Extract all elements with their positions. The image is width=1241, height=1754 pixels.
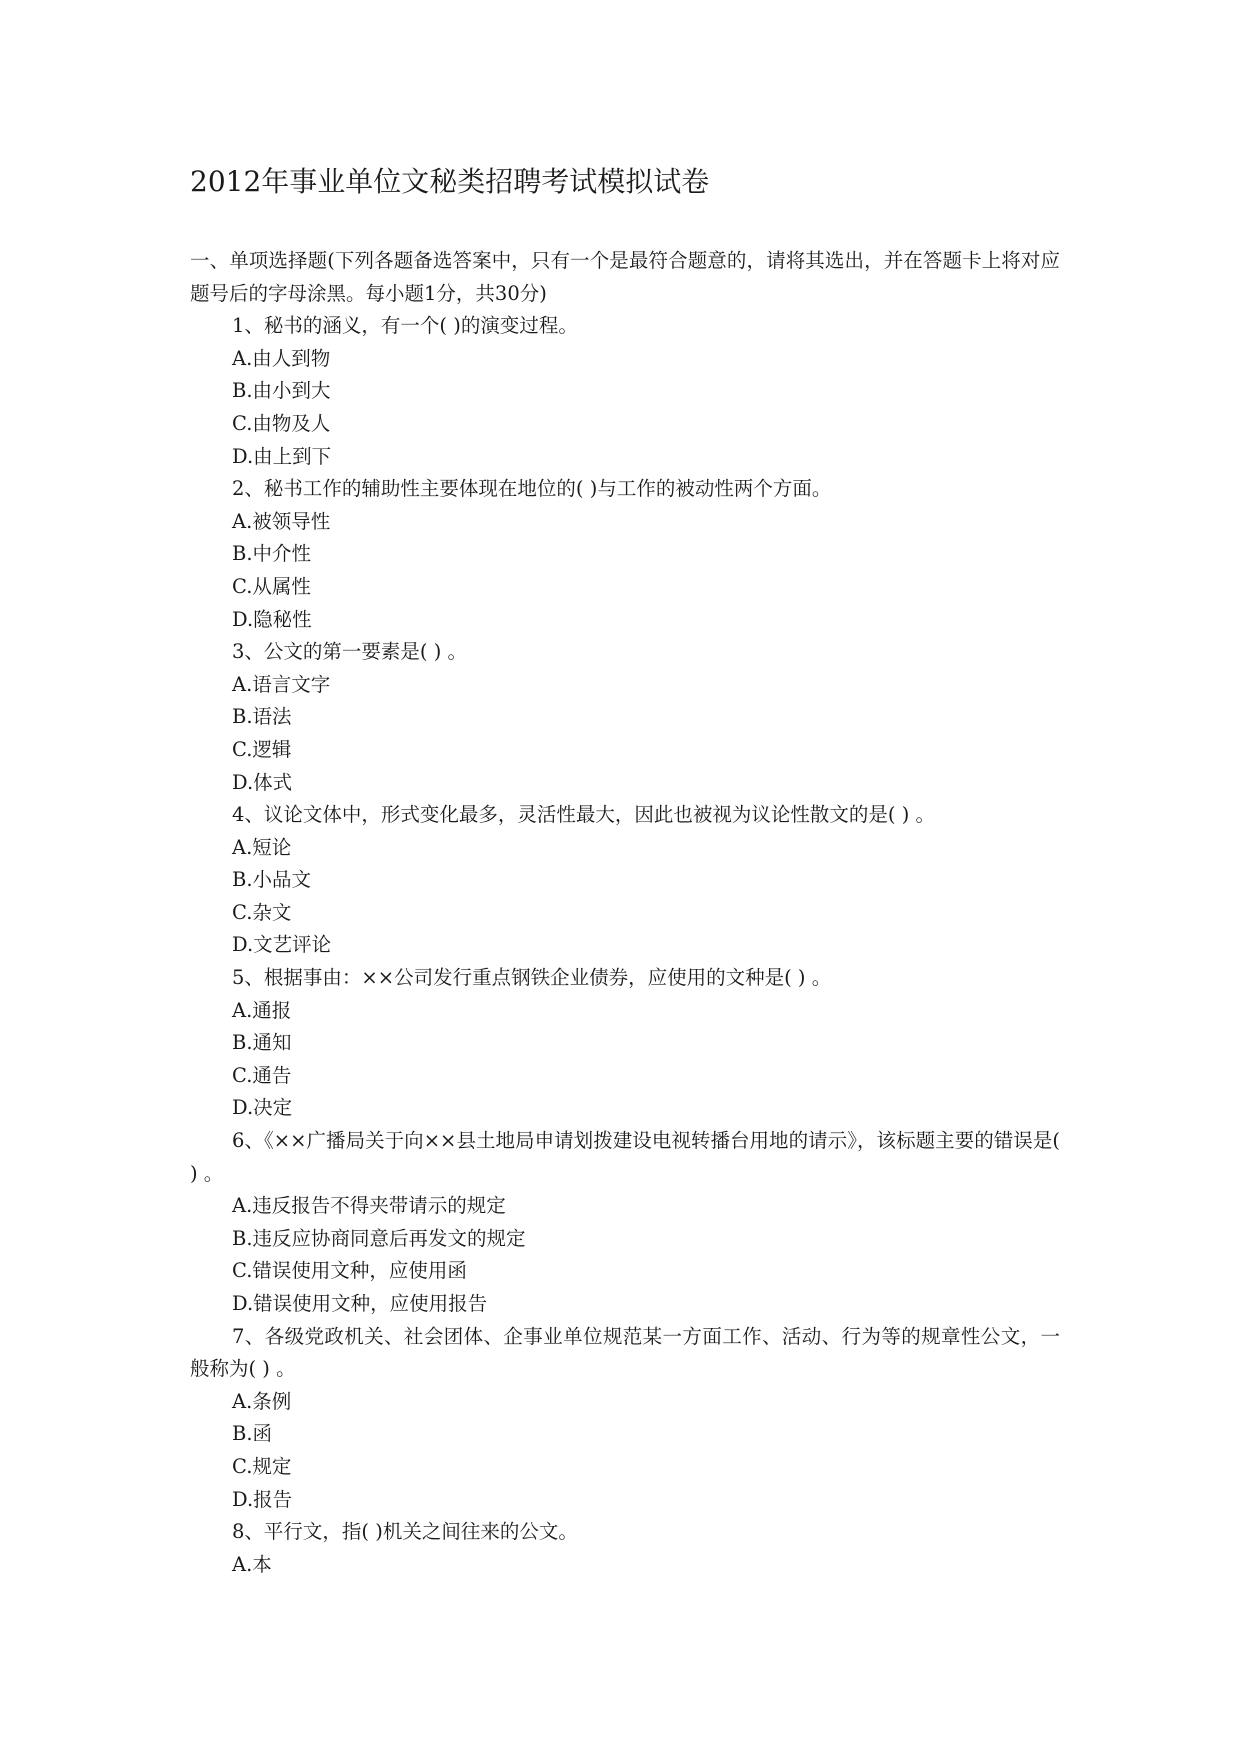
question-5: 5、根据事由：××公司发行重点钢铁企业债券，应使用的文种是( ) 。 [232, 966, 832, 990]
option-7a: A.条例 [232, 1389, 292, 1413]
option-3d: D.体式 [232, 770, 293, 794]
question-7: 7、各级党政机关、社会团体、企事业单位规范某一方面工作、活动、行为等的规章性公文，一般称为( ) 。 [190, 1324, 1060, 1381]
option-7b: B.函 [232, 1422, 273, 1446]
option-2c: C.从属性 [232, 574, 311, 598]
option-2b: B.中介性 [232, 542, 312, 566]
option-1d: D.由上到下 [232, 444, 332, 468]
option-5b: B.通知 [232, 1031, 292, 1055]
document-title: 2012年事业单位文秘类招聘考试模拟试卷 [190, 165, 710, 198]
option-1a: A.由人到物 [232, 346, 331, 370]
option-4c: C.杂文 [232, 900, 292, 924]
question-8: 8、平行文，指( )机关之间往来的公文。 [232, 1520, 578, 1544]
option-6a: A.违反报告不得夹带请示的规定 [232, 1194, 506, 1218]
option-2a: A.被领导性 [232, 509, 331, 533]
option-3c: C.逻辑 [232, 737, 292, 761]
option-3b: B.语法 [232, 705, 292, 729]
option-4d: D.文艺评论 [232, 933, 332, 957]
option-7d: D.报告 [232, 1487, 293, 1511]
question-3: 3、公文的第一要素是( ) 。 [232, 640, 468, 664]
section-intro: 一、单项选择题(下列各题备选答案中，只有一个是最符合题意的，请将其选出，并在答题卡上将对应题号后的字母涂黑。每小题1分，共30分) [190, 249, 1060, 305]
option-8a: A.本 [232, 1552, 272, 1576]
option-6c: C.错误使用文种，应使用函 [232, 1259, 467, 1283]
option-6b: B.违反应协商同意后再发文的规定 [232, 1226, 526, 1250]
document-body [190, 245, 1060, 1581]
option-3a: A.语言文字 [232, 672, 331, 696]
question-4: 4、议论文体中，形式变化最多，灵活性最大，因此也被视为议论性散文的是( ) 。 [232, 803, 936, 827]
question-1: 1、秘书的涵义，有一个( )的演变过程。 [232, 314, 578, 338]
option-5c: C.通告 [232, 1063, 292, 1087]
option-1c: C.由物及人 [232, 411, 331, 435]
option-5a: A.通报 [232, 998, 292, 1022]
option-1b: B.由小到大 [232, 379, 331, 403]
question-6: 6、《××广播局关于向××县土地局申请划拨建设电视转播台用地的请示》，该标题主要的错误是( ) 。 [190, 1129, 1060, 1185]
question-2: 2、秘书工作的辅助性主要体现在地位的( )与工作的被动性两个方面。 [232, 477, 832, 501]
option-6d: D.错误使用文种，应使用报告 [232, 1292, 488, 1315]
option-4b: B.小品文 [232, 868, 312, 892]
option-5d: D.决定 [232, 1096, 293, 1120]
option-4a: A.短论 [232, 835, 292, 859]
option-7c: C.规定 [232, 1454, 292, 1478]
option-2d: D.隐秘性 [232, 607, 312, 631]
